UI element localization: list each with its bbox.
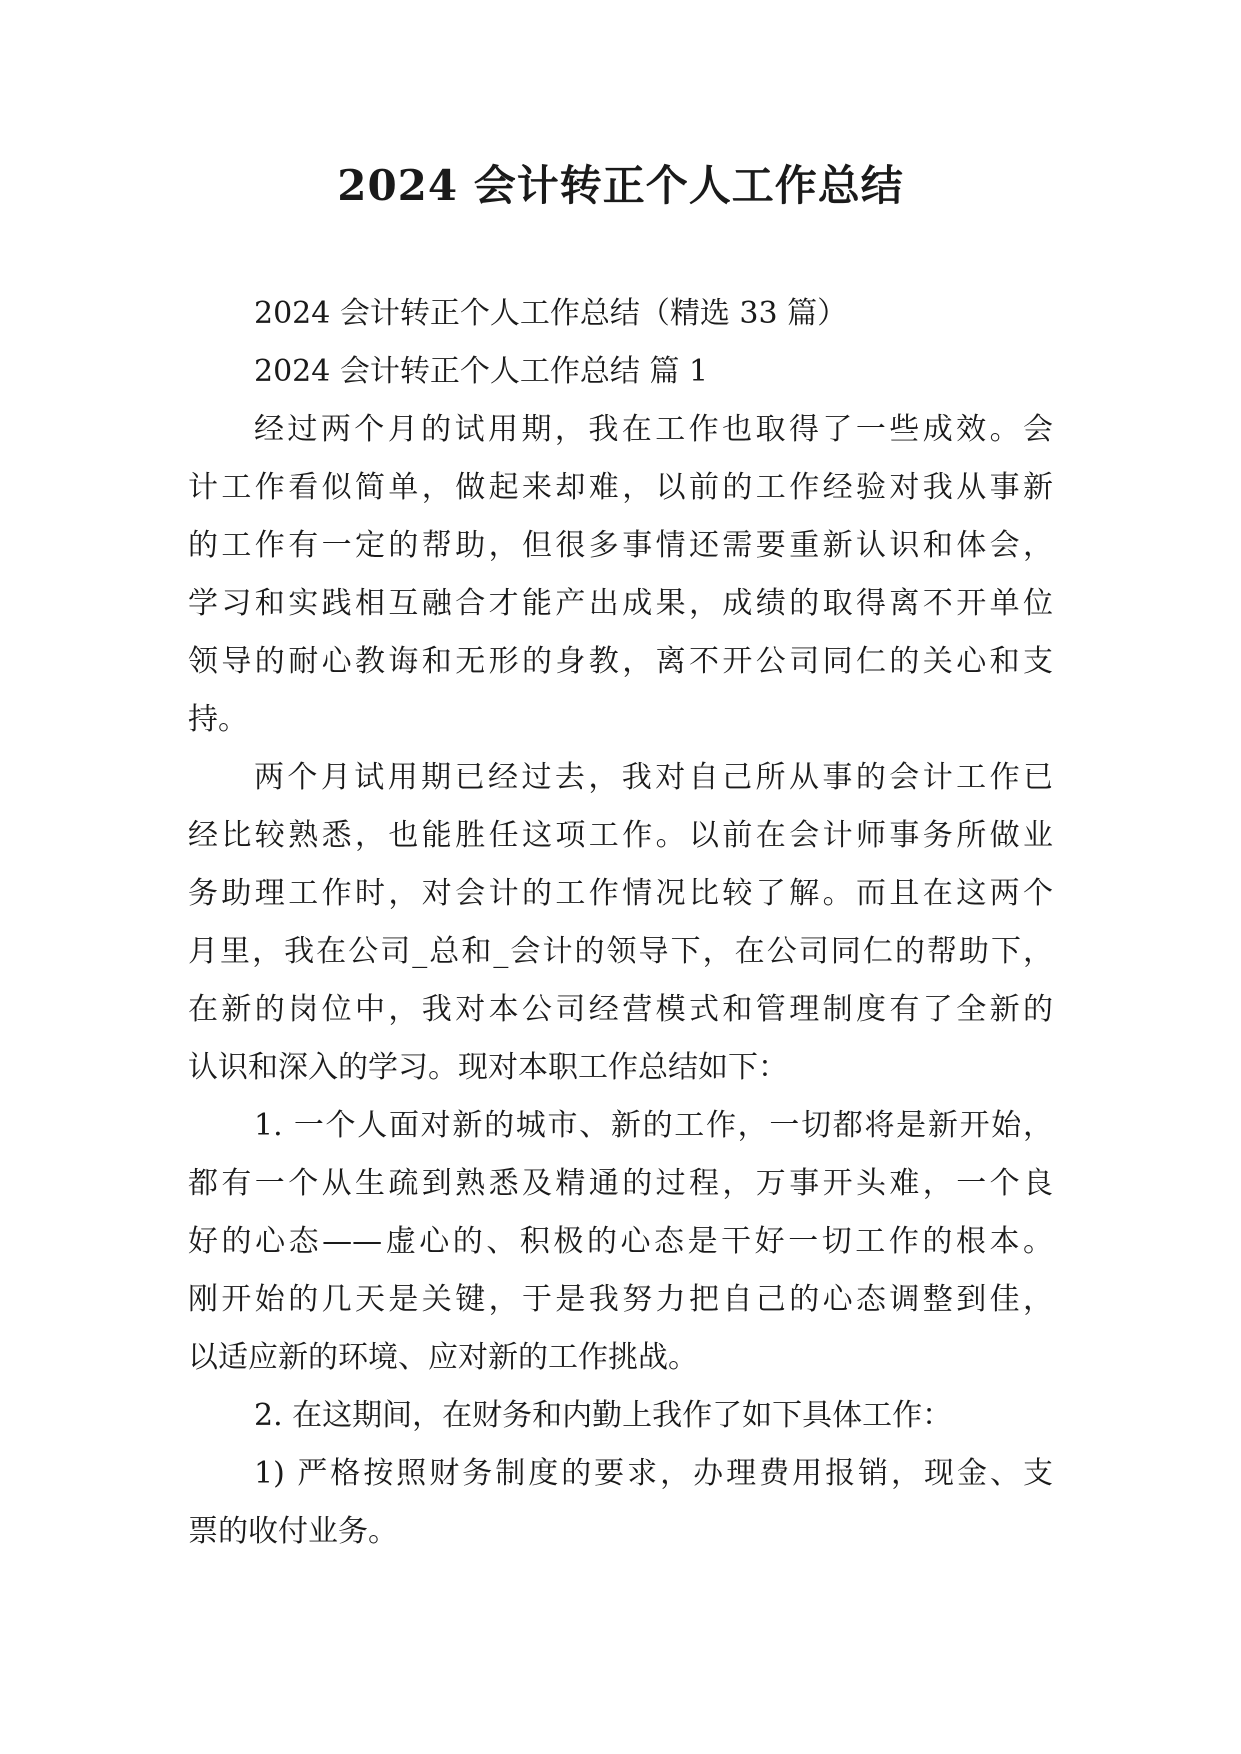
body-line: 好的心态——虚心的、积极的心态是干好一切工作的根本。 <box>188 1224 1053 1259</box>
body-line: 票的收付业务。 <box>188 1514 398 1549</box>
body-line: 务助理工作时，对会计的工作情况比较了解。而且在这两个 <box>188 876 1053 911</box>
body-line: 持。 <box>188 702 248 737</box>
document-body <box>188 285 1053 1561</box>
body-line: 2024 会计转正个人工作总结 篇 1 <box>254 354 709 389</box>
body-line: 学习和实践相互融合才能产出成果，成绩的取得离不开单位 <box>188 586 1053 621</box>
body-line: 在新的岗位中，我对本公司经营模式和管理制度有了全新的 <box>188 992 1053 1027</box>
body-line: 以适应新的环境、应对新的工作挑战。 <box>188 1340 698 1375</box>
body-line: 刚开始的几天是关键，于是我努力把自己的心态调整到佳， <box>188 1282 1053 1317</box>
body-line: 的工作有一定的帮助，但很多事情还需要重新认识和体会， <box>188 528 1053 563</box>
body-line: 1) 严格按照财务制度的要求，办理费用报销，现金、支 <box>254 1456 1053 1491</box>
body-line: 两个月试用期已经过去，我对自己所从事的会计工作已 <box>254 760 1053 795</box>
body-line: 2024 会计转正个人工作总结（精选 33 篇） <box>254 296 848 331</box>
body-line: 都有一个从生疏到熟悉及精通的过程，万事开头难，一个良 <box>188 1166 1053 1201</box>
body-line: 经比较熟悉，也能胜任这项工作。以前在会计师事务所做业 <box>188 818 1053 853</box>
body-line: 1. 一个人面对新的城市、新的工作，一切都将是新开始， <box>254 1108 1053 1143</box>
body-line: 2. 在这期间，在财务和内勤上我作了如下具体工作： <box>254 1398 953 1433</box>
body-line: 经过两个月的试用期，我在工作也取得了一些成效。会 <box>254 412 1053 447</box>
document-title: 2024 会计转正个人工作总结 <box>337 161 904 210</box>
body-line: 计工作看似简单，做起来却难，以前的工作经验对我从事新 <box>188 470 1053 505</box>
body-line: 认识和深入的学习。现对本职工作总结如下： <box>188 1050 788 1085</box>
body-line: 领导的耐心教诲和无形的身教，离不开公司同仁的关心和支 <box>188 644 1053 679</box>
body-line: 月里，我在公司_总和_会计的领导下，在公司同仁的帮助下， <box>188 934 1053 969</box>
